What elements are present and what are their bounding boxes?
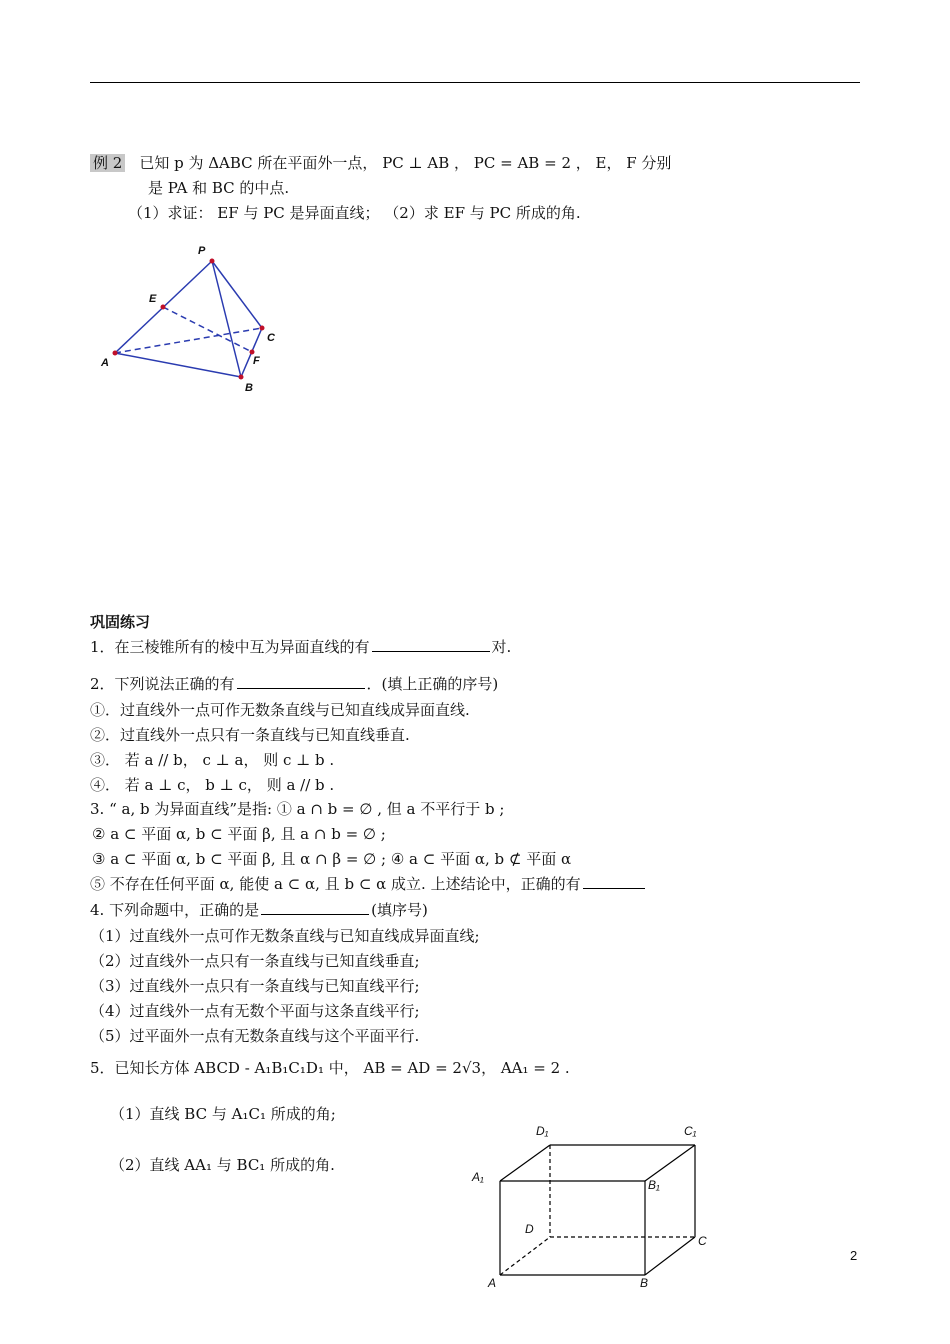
question-5-line-1: 5．已知长方体 ABCD - A₁B₁C₁D₁ 中， AB = AD = 2√3， AA₁ = 2 .: [90, 1059, 570, 1077]
page-number: 2: [850, 1248, 858, 1263]
question-3-line-3: ③ a ⊂ 平面 α, b ⊂ 平面 β, 且 α ∩ β = ∅ ; ④ a ⊂ 平面 α, b ⊄ 平面 α: [92, 850, 572, 868]
q2-item: ②．过直线外一点只有一条直线与已知直线垂直.: [90, 726, 410, 744]
q4-item: （1）过直线外一点可作无数条直线与已知直线成异面直线;: [90, 927, 480, 945]
example-2-line-1: [90, 153, 671, 173]
example-2-line-2: 是 PA 和 BC 的中点.: [148, 179, 290, 197]
q4-item: （4）过直线外一点有无数个平面与这条直线平行;: [90, 1002, 420, 1020]
question-1: 1．在三棱锥所有的棱中互为异面直线的有 对.: [90, 638, 512, 656]
q2-item: ①．过直线外一点可作无数条直线与已知直线成异面直线.: [90, 701, 470, 719]
question-3-line-1: 3. “ a, b 为异面直线”是指: ① a ∩ b = ∅ , 但 a 不平行于 b ;: [90, 800, 505, 818]
example-2-line-3: （1）求证： EF 与 PC 是异面直线； （2）求 EF 与 PC 所成的角.: [128, 204, 581, 222]
question-3-line-4: ⑤ 不存在任何平面 α, 能使 a ⊂ α, 且 b ⊂ α 成立. 上述结论中，正确的有: [90, 874, 647, 894]
label-f: F: [253, 355, 260, 367]
label-a: A: [101, 357, 109, 369]
label-c1: C₁: [684, 1124, 697, 1138]
label-c: C: [698, 1234, 707, 1248]
q4-item: （2）过直线外一点只有一条直线与已知直线垂直;: [90, 952, 420, 970]
q4-item: （5）过平面外一点有无数条直线与这个平面平行.: [90, 1027, 420, 1045]
example-2-text-1: 已知 p 为 ΔABC 所在平面外一点， PC ⊥ AB ， PC = AB = 2 ， E， F 分别: [139, 154, 672, 172]
question-5-sub-1: （1）直线 BC 与 A₁C₁ 所成的角;: [110, 1105, 336, 1123]
label-e: E: [149, 293, 157, 305]
q2-item: ③． 若 a // b， c ⊥ a， 则 c ⊥ b .: [90, 751, 335, 769]
label-a: A: [488, 1276, 497, 1290]
label-a1: A₁: [472, 1170, 484, 1184]
question-3-line-2: ② a ⊂ 平面 α, b ⊂ 平面 β, 且 a ∩ b = ∅ ;: [92, 825, 386, 843]
question-5-sub-2: （2）直线 AA₁ 与 BC₁ 所成的角.: [110, 1156, 335, 1174]
question-4: 4. 下列命题中，正确的是 (填序号): [90, 901, 428, 919]
label-b: B: [245, 382, 253, 394]
q4-item: （3）过直线外一点只有一条直线与已知直线平行;: [90, 977, 420, 995]
header-rule: [90, 82, 860, 83]
tetrahedron-figure: [95, 240, 295, 400]
label-d1: D₁: [536, 1124, 549, 1138]
q3-answer-blank[interactable]: [583, 874, 645, 889]
label-b1: B₁: [648, 1178, 660, 1192]
label-c: C: [267, 332, 275, 344]
label-p: P: [198, 245, 206, 257]
q1-answer-blank[interactable]: [372, 637, 490, 652]
label-d: D: [525, 1222, 534, 1236]
question-2: 2．下列说法正确的有 ．(填上正确的序号): [90, 675, 499, 693]
cuboid-figure: [460, 1115, 720, 1290]
label-b: B: [640, 1276, 649, 1290]
example-tag: 例 2: [90, 154, 125, 172]
q4-answer-blank[interactable]: [261, 900, 369, 915]
practice-heading: 巩固练习: [90, 613, 151, 631]
q2-item: ④． 若 a ⊥ c， b ⊥ c， 则 a // b .: [90, 776, 335, 794]
q2-answer-blank[interactable]: [237, 674, 365, 689]
